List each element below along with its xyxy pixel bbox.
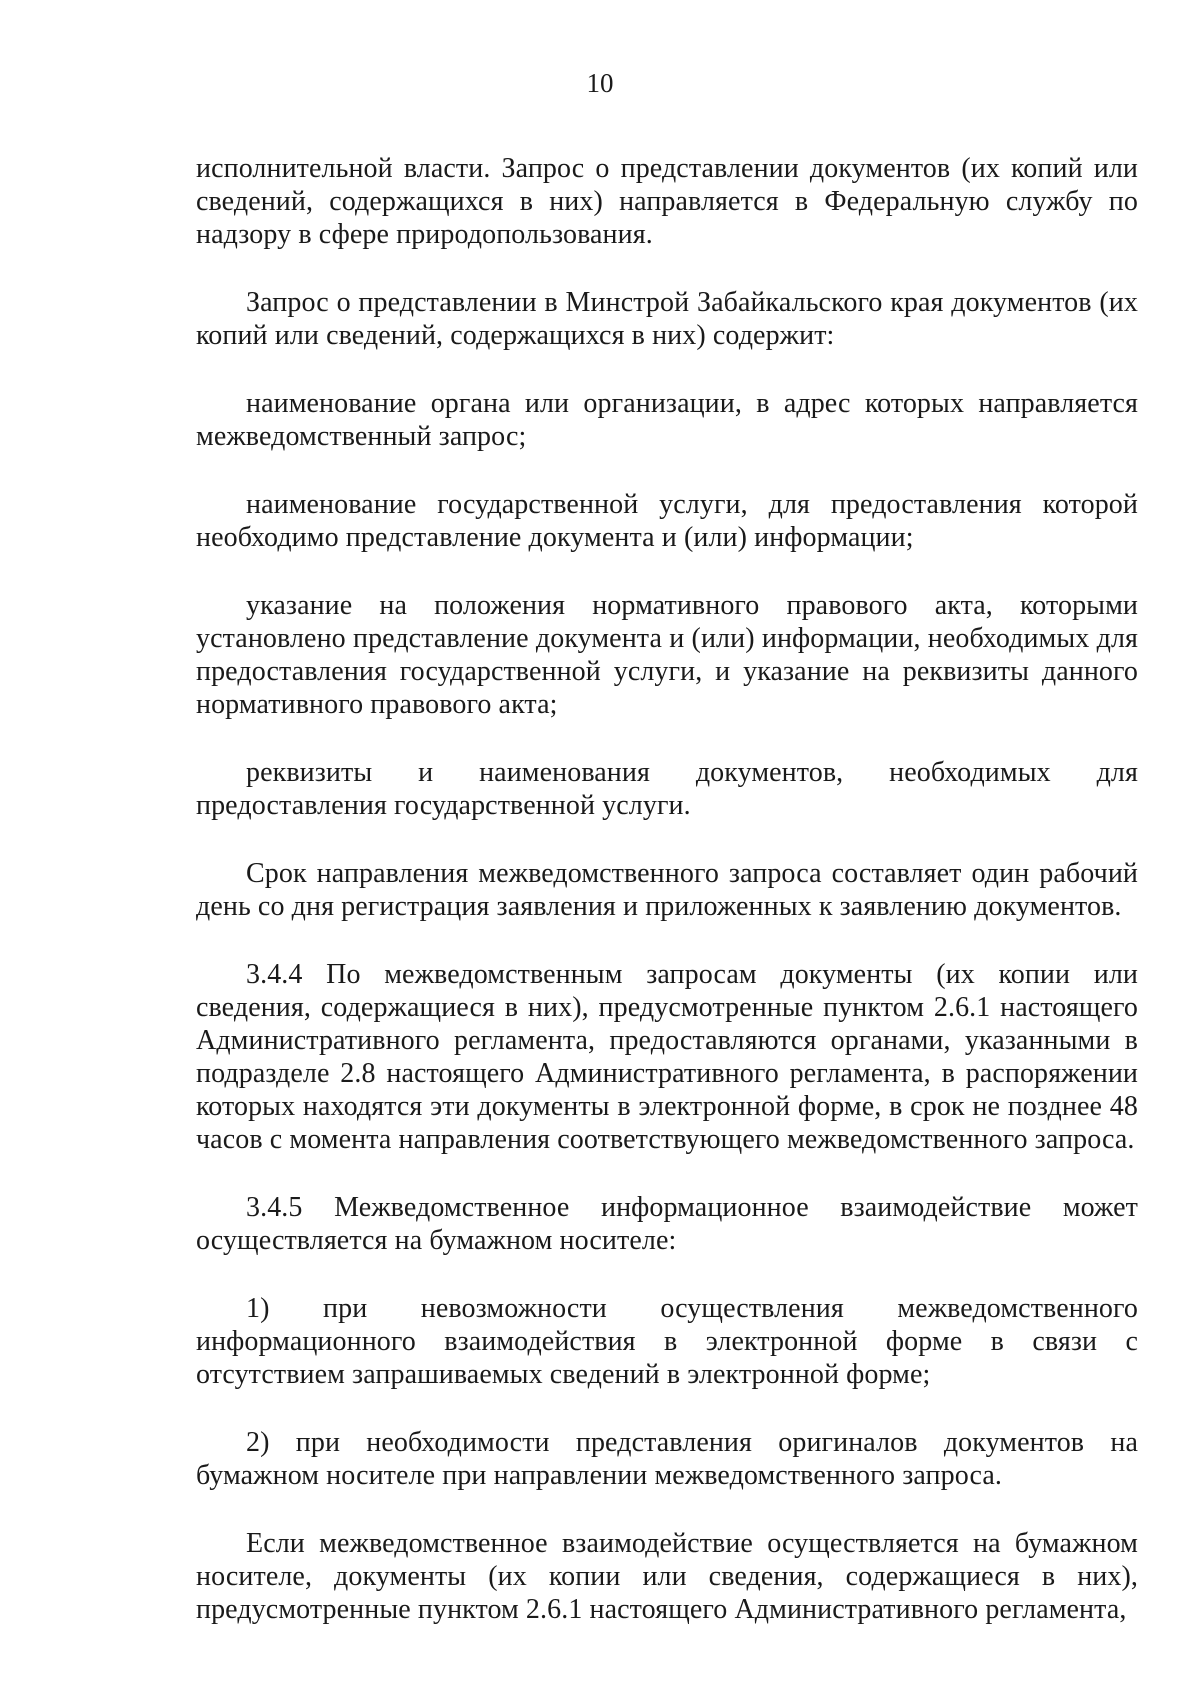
- paragraph-section-3-4-5: 3.4.5 Межведомственное информационное взаимодействие может осуществляется на бумажном носителе:: [196, 1192, 1138, 1256]
- paragraph-request-deadline: Срок направления межведомственного запроса составляет один рабочий день со дня регистрация заявления и приложенных к заявлению документов.: [196, 858, 1138, 922]
- paragraph-continuation: исполнительной власти. Запрос о представлении документов (их копий или сведений, содержащихся в них) направляется в Федеральную службу по надзору в сфере природопользования.: [196, 153, 1138, 250]
- paragraph-item-legal-act: указание на положения нормативного правового акта, которыми установлено представление документа и (или) информации, необходимых для предоставления государственной услуги, и указание на реквизиты данного нормативного правового акта;: [196, 590, 1138, 720]
- paragraph-section-3-4-4: 3.4.4 По межведомственным запросам документы (их копии или сведения, содержащиеся в них), предусмотренные пунктом 2.6.1 настоящего Административного регламента, предоставляются органами, указанными в подразделе 2.8 настоящего Административного регламента, в распоряжении которых находятся эти документы в электронной форме, в срок не позднее 48 часов с момента направления соответствующего межведомственного запроса.: [196, 959, 1138, 1155]
- paragraph-list-item-1: 1) при невозможности осуществления межведомственного информационного взаимодействия в электронной форме в связи с отсутствием запрашиваемых сведений в электронной форме;: [196, 1293, 1138, 1390]
- paragraph-item-organ-name: наименование органа или организации, в адрес которых направляется межведомственный запрос;: [196, 388, 1138, 452]
- paragraph-list-item-2: 2) при необходимости представления оригиналов документов на бумажном носителе при направлении межведомственного запроса.: [196, 1427, 1138, 1491]
- paragraph-item-service-name: наименование государственной услуги, для предоставления которой необходимо представление документа и (или) информации;: [196, 489, 1138, 553]
- paragraph-item-document-details: реквизиты и наименования документов, необходимых для предоставления государственной услуги.: [196, 757, 1138, 821]
- document-body: [196, 152, 1138, 1626]
- page-number: 10: [586, 68, 614, 98]
- paragraph-paper-interaction: Если межведомственное взаимодействие осуществляется на бумажном носителе, документы (их копии или сведения, содержащиеся в них), предусмотренные пунктом 2.6.1 настоящего Административного регламента,: [196, 1528, 1138, 1625]
- paragraph-request-contents: Запрос о представлении в Минстрой Забайкальского края документов (их копий или сведений, содержащихся в них) содержит:: [196, 287, 1138, 351]
